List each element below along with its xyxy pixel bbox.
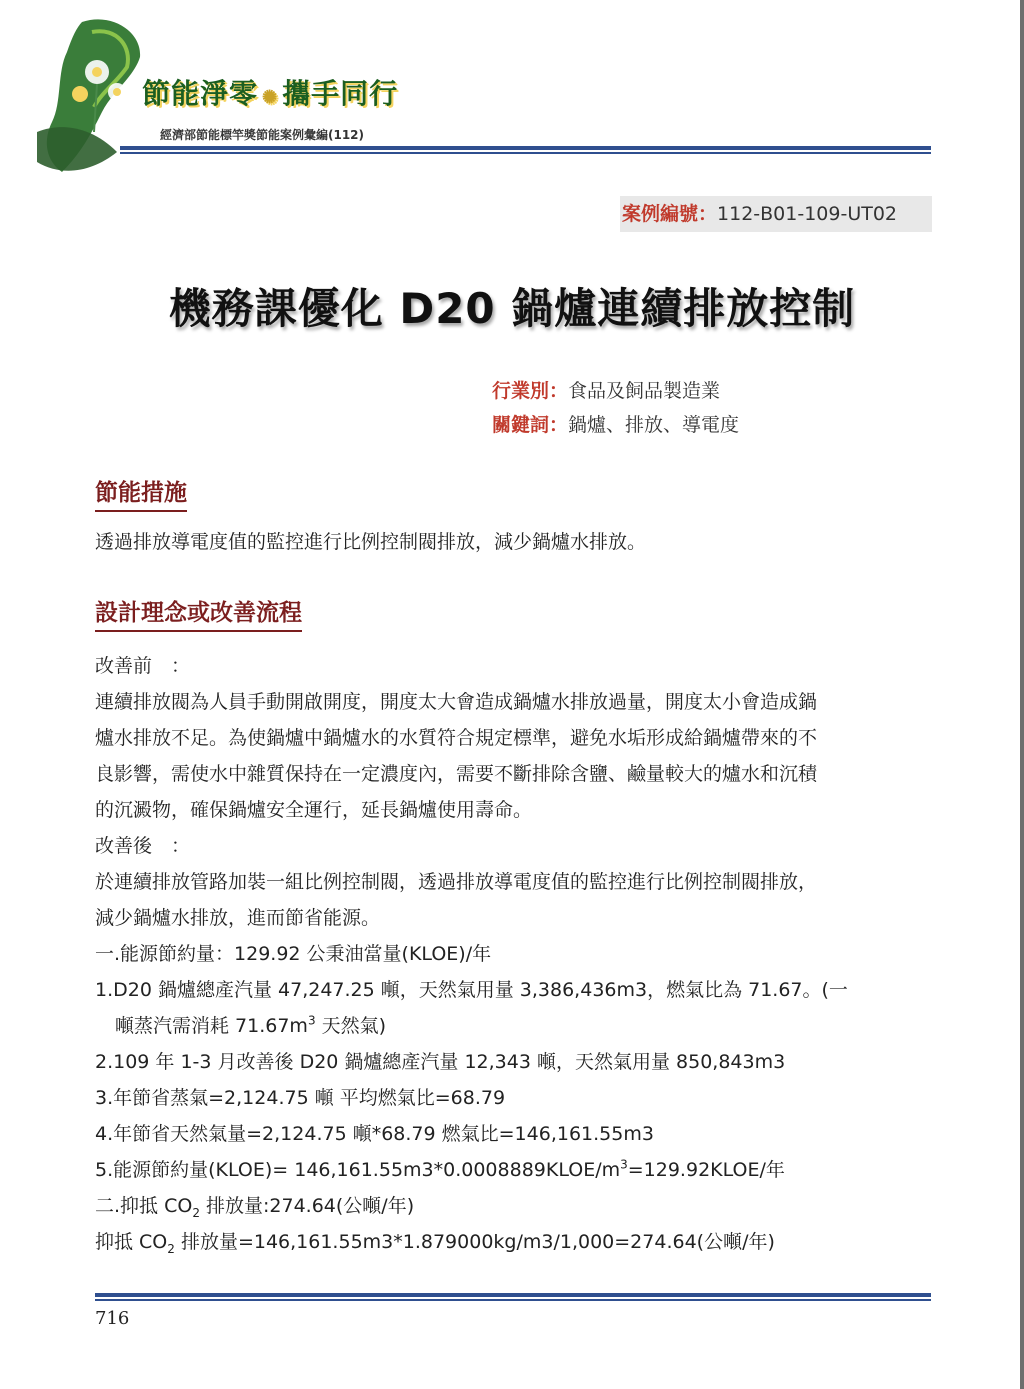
co2-calc-tail: 排放量=146,161.55m3*1.879000kg/m3/1,000=274.64(公噸/年) [174,1231,775,1253]
section-heading-design: 設計理念或改善流程 [95,594,302,632]
before-line: 的沉澱物，確保鍋爐安全運行，延長鍋爐使用壽命。 [95,799,533,821]
industry-value: 食品及飼品製造業 [568,380,721,402]
superscript: 3 [307,1013,316,1028]
slogan-left: 節能淨零 [142,77,259,110]
calc-item-4: 4.年節省天然氣量=2,124.75 噸*68.79 燃氣比=146,161.55m3 [95,1123,654,1145]
after-line: 於連續排放管路加裝一組比例控制閥，透過排放導電度值的監控進行比例控制閥排放， [95,871,818,893]
calc-item-5-tail: =129.92KLOE/年 [627,1159,785,1181]
keywords-row [492,410,739,437]
calc-item-3: 3.年節省蒸氣=2,124.75 噸 平均燃氣比=68.79 [95,1087,506,1109]
footer-divider-thin [95,1299,931,1301]
slogan-right: 攜手同行 [282,77,399,110]
design-body [95,648,935,1260]
calc-item-2: 2.109 年 1-3 月改善後 D20 鍋爐總產汽量 12,343 噸，天然氣用量 850,843m3 [95,1051,786,1073]
industry-label: 行業別： [492,380,569,402]
section-heading-measures: 節能措施 [95,474,187,512]
case-number-label: 案例編號： [622,203,718,225]
before-line: 連續排放閥為人員手動開啟開度，開度太大會造成鍋爐水排放過量，開度太小會造成鍋 [95,691,818,713]
calc-item-1-cont-text: 噸蒸汽需消耗 71.67m [115,1015,308,1037]
measures-paragraph: 透過排放導電度值的監控進行比例控制閥排放，減少鍋爐水排放。 [95,531,647,553]
before-label: 改善前 ： [95,655,191,677]
header-divider [120,146,931,150]
calc-item-1-cont-tail: 天然氣) [315,1015,387,1037]
calc-item-1-cont [95,1008,935,1044]
co2-calc [95,1224,935,1260]
page-number: 716 [95,1308,130,1329]
subscript: 2 [192,1205,200,1220]
energy-saving-summary: 一.能源節約量：129.92 公秉油當量(KLOE)/年 [95,943,492,965]
co2-heading-tail: 排放量:274.64(公噸/年) [199,1195,415,1217]
keywords-label: 關鍵詞： [492,414,569,436]
calc-item-5 [95,1152,935,1188]
after-line: 減少鍋爐水排放，進而節省能源。 [95,907,381,929]
header-subtitle: 經濟部節能標竿獎節能案例彙編(112) [160,128,365,142]
case-number-value: 112-B01-109-UT02 [717,203,898,225]
calc-item-5-text: 5.能源節約量(KLOE)= 146,161.55m3*0.0008889KLOE/m [95,1159,621,1181]
subscript: 2 [167,1241,175,1256]
before-line: 爐水排放不足。為使鍋爐中鍋爐水的水質符合規定標準，避免水垢形成給鍋爐帶來的不 [95,727,818,749]
measures-text [95,524,935,560]
before-line: 良影響，需使水中雜質保持在一定濃度內，需要不斷排除含鹽、鹼量較大的爐水和沉積 [95,763,818,785]
after-label: 改善後 ： [95,835,191,857]
calc-item-1: 1.D20 鍋爐總產汽量 47,247.25 噸，天然氣用量 3,386,436m3，燃氣比為 71.67。(一 [95,979,848,1001]
co2-calc-text: 抑抵 CO [95,1231,168,1253]
case-number [620,196,932,232]
keywords-value: 鍋爐、排放、導電度 [568,414,740,436]
industry-row [492,376,720,403]
slogan [142,72,398,112]
page-title: 機務課優化 D20 鍋爐連續排放控制 [168,284,856,333]
sun-icon: ✺ [262,87,279,108]
superscript: 3 [620,1157,628,1172]
header-divider-thin [120,152,931,154]
footer-divider [95,1293,931,1297]
co2-heading-text: 二.抑抵 CO [95,1195,193,1217]
co2-heading [95,1188,935,1224]
page-edge [1020,0,1024,1389]
